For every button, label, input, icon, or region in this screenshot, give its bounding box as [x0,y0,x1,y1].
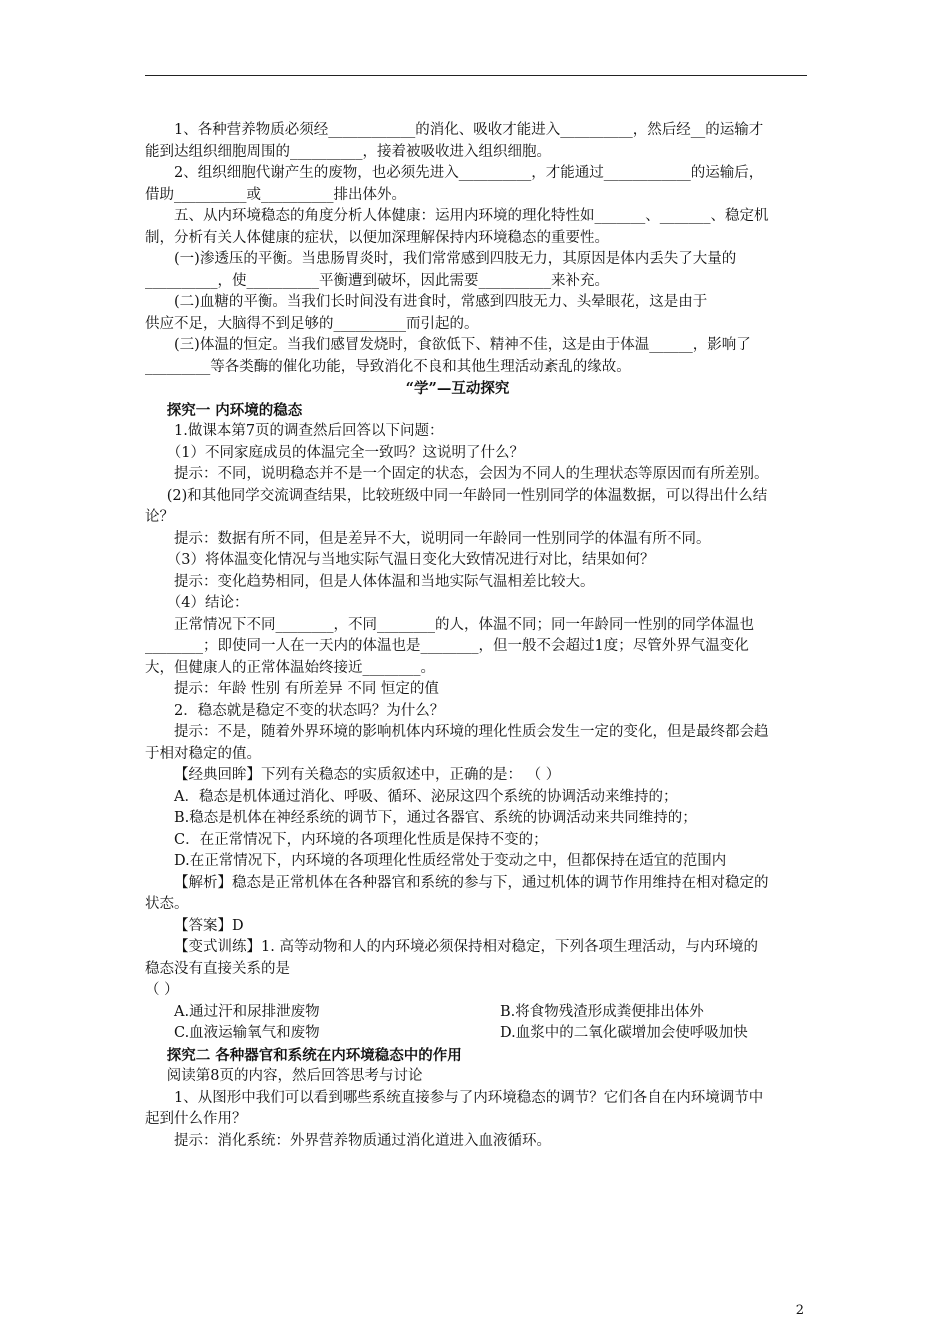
hint: 提示：不是，随着外界环境的影响机体内环境的理化性质会发生一定的变化，但是最终都会趋于相对稳定的值。 [145,724,769,762]
exam-question: 【经典回眸】下列有关稳态的实质叙述中，正确的是： （ ） [174,767,561,783]
question: 1、从图形中我们可以看到哪些系统直接参与了内环境稳态的调节？它们各自在内环境调节中起到什么作用？ [145,1089,764,1127]
paragraph: (三)体温的恒定。当我们感冒发烧时，食欲低下、精神不佳，这是由于体温______，影响了_________等各类酶的催化功能，导致消化不良和其他生理活动紊乱的缘故。 [145,337,751,375]
question: （4）结论： [166,595,249,611]
option-a: A.通过汗和尿排泄废物 [174,1003,320,1020]
paragraph: 供应不足，大脑得不到足够的__________而引起的。 [145,315,479,332]
paragraph: (一)渗透压的平衡。当患肠胃炎时，我们常常感到四肢无力，其原因是体内丢失了大量的__________，使__________平衡遭到破坏，因此需要__________来补充。 [145,251,737,289]
section-heading: “学”—互动探究 [405,380,510,397]
question: （1）不同家庭成员的体温完全一致吗？这说明了什么？ [166,444,524,461]
hint: 提示：消化系统：外界营养物质通过消化道进入血液循环。 [174,1132,551,1149]
question: （3）将体温变化情况与当地实际气温日变化大致情况进行对比，结果如何？ [166,552,655,568]
hint: 提示：数据有所不同，但是差异不大，说明同一年龄同一性别同学的体温有所不同。 [174,530,711,547]
options-row [145,1023,770,1045]
paragraph: 1、各种营养物质必须经____________的消化、吸收才能进入__________，然后经__的运输才能到达组织细胞周围的__________，接着被吸收进入组织细胞。 [145,122,764,160]
analysis: 【解析】稳态是正常机体在各种器官和系统的参与下，通过机体的调节作用维持在相对稳定的状态。 [145,874,769,912]
question: (2)和其他同学交流调查结果，比较班级中同一年龄同一性别同学的体温数据，可以得出什么结论？ [145,487,768,525]
question: 1.做课本第7页的调查然后回答以下问题： [174,423,444,439]
header-rule [145,75,807,76]
part2-title: 探究二 各种器官和系统在内环境稳态中的作用 [166,1046,462,1064]
paragraph: 2、组织细胞代谢产生的废物，也必须先进入__________，才能通过____________的运输后，借助__________或__________排出体外。 [145,165,764,203]
page-number: 2 [795,1303,804,1318]
options-row [145,1002,770,1024]
instruction: 阅读第8页的内容，然后回答思考与讨论 [166,1068,423,1084]
answer: 【答案】D [174,917,244,934]
variant-question: 【变式训练】1. 高等动物和人的内环境必须保持相对稳定，下列各项生理活动，与内环境的稳态没有直接关系的是 [145,939,758,977]
option: B.稳态是机体在神经系统的调节下，通过各器官、系统的协调活动来共同维持的； [174,810,697,826]
option-c: C.血液运输氧气和废物 [174,1025,320,1041]
conclusion: 正常情况下不同________，不同________的人，体温不同；同一年龄同一性别的同学体温也________；即使同一人在一天内的体温也是________，但一般不会超过1度；尽管外界气温变化大，但健康人的正常体温始终接近________。 [145,616,754,676]
option-d: D.血浆中的二氧化碳增加会使呼吸加快 [500,1025,748,1041]
paragraph: 五、从内环境稳态的角度分析人体健康：运用内环境的理化特性如_______、_______、稳定机制，分析有关人体健康的症状，以便加深理解保持内环境稳态的重要性。 [145,208,769,246]
hint: 提示：年龄 性别 有所差异 不同 恒定的值 [174,681,439,697]
answer-bracket: （ ） [145,982,179,998]
question: 2．稳态就是稳定不变的状态吗？为什么？ [174,702,445,719]
page-content [145,120,770,1152]
option: A．稳态是机体通过消化、呼吸、循环、泌尿这四个系统的协调活动来维持的； [174,788,678,805]
option-b: B.将食物残渣形成粪便排出体外 [500,1003,704,1020]
paragraph: (二)血糖的平衡。当我们长时间没有进食时，常感到四肢无力、头晕眼花，这是由于 [174,294,708,310]
part1-title: 探究一 内环境的稳态 [166,401,303,419]
hint: 提示：不同，说明稳态并不是一个固定的状态，会因为不同人的生理状态等原因而有所差别。 [174,466,769,482]
option: C．在正常情况下，内环境的各项理化性质是保持不变的； [174,831,548,848]
hint: 提示：变化趋势相同，但是人体体温和当地实际气温相差比较大。 [174,573,595,590]
option: D.在正常情况下，内环境的各项理化性质经常处于变动之中，但都保持在适宜的范围内 [174,853,727,869]
